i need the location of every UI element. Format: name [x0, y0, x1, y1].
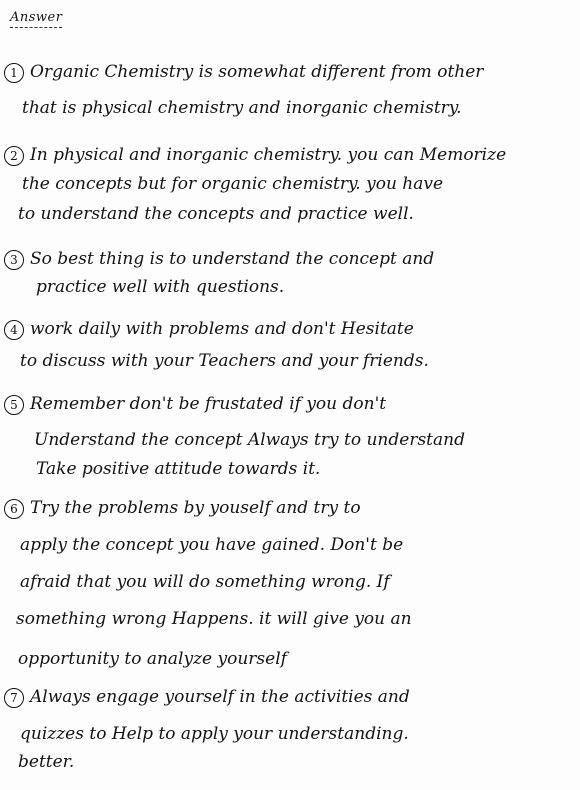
point-6-line-2: apply the concept you have gained. Don't be: [20, 535, 404, 555]
point-7-line-1: [4, 686, 410, 708]
point-5-line-1: [4, 393, 386, 415]
point-4-number: 4: [4, 320, 24, 340]
point-4-line-2: to discuss with your Teachers and your friends.: [20, 351, 429, 371]
point-2-line-2: the concepts but for organic chemistry. you have: [22, 174, 444, 194]
point-7-text-1: Always engage yourself in the activities and: [30, 687, 410, 707]
point-5-line-2: Understand the concept Always try to understand: [34, 430, 465, 450]
point-4-text-1: work daily with problems and don't Hesitate: [30, 319, 414, 339]
point-6-text-1: Try the problems by youself and try to: [30, 498, 361, 518]
point-7-number: 7: [4, 688, 24, 708]
point-2-line-1: [4, 144, 506, 166]
answer-heading: Answer: [10, 10, 62, 28]
point-5-number: 5: [4, 395, 24, 415]
point-1-number: 1: [4, 63, 24, 83]
point-3-number: 3: [4, 250, 24, 270]
point-1-line-2: that is physical chemistry and inorganic chemistry.: [22, 98, 462, 118]
point-1-line-1: [4, 61, 483, 83]
point-7-line-2: quizzes to Help to apply your understanding.: [20, 724, 409, 744]
point-2-text-1: In physical and inorganic chemistry. you can Memorize: [30, 145, 507, 165]
point-3-line-1: [4, 248, 434, 270]
point-2-line-3: to understand the concepts and practice well.: [18, 204, 414, 224]
point-7-line-3: better.: [18, 752, 75, 772]
point-6-line-3: afraid that you will do something wrong. If: [20, 572, 390, 592]
point-3-line-2: practice well with questions.: [36, 277, 285, 297]
point-1-text-1: Organic Chemistry is somewhat different from other: [30, 62, 484, 82]
point-3-text-1: So best thing is to understand the concept and: [30, 249, 435, 269]
point-6-line-4: something wrong Happens. it will give you an: [16, 609, 412, 629]
point-6-line-1: [4, 497, 361, 519]
point-5-text-1: Remember don't be frustated if you don't: [30, 394, 387, 414]
point-4-line-1: [4, 318, 414, 340]
point-6-line-5: opportunity to analyze yourself: [18, 649, 287, 669]
point-2-number: 2: [4, 146, 24, 166]
point-5-line-3: Take positive attitude towards it.: [36, 459, 321, 479]
point-6-number: 6: [4, 499, 24, 519]
